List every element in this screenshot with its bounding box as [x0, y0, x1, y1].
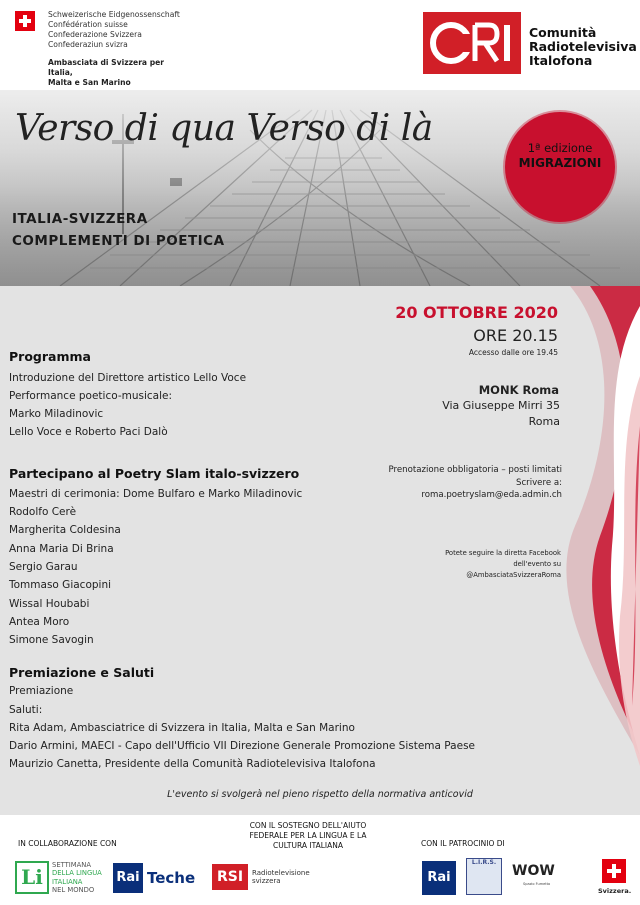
confederation-line: Confederaziun svizra — [48, 40, 128, 49]
li-line: SETTIMANA — [52, 861, 92, 869]
confederation-line: Schweizerische Eidgenossenschaft — [48, 10, 180, 19]
subtitle-line-1: ITALIA-SVIZZERA — [12, 211, 148, 227]
rsi-line: Radiotelevisione — [252, 869, 310, 877]
facebook-info — [411, 548, 561, 581]
edition-badge — [505, 112, 615, 222]
patronage-label: CON IL PATROCINIO DI — [421, 839, 505, 848]
partecipanti-line: Anna Maria Di Brina — [9, 543, 114, 555]
footer — [0, 815, 640, 905]
programma-heading: Programma — [9, 349, 91, 364]
event-title: Verso di qua Verso di là — [15, 108, 433, 149]
lirs-logo — [466, 858, 502, 895]
li-line — [52, 869, 102, 877]
booking-info — [322, 464, 562, 502]
confederation-text — [48, 10, 180, 50]
partecipanti-line: Margherita Coldesina — [9, 524, 121, 536]
settimana-lingua-text — [52, 861, 102, 894]
cri-name-line: Radiotelevisiva — [529, 39, 637, 54]
cri-logo-graphic — [423, 12, 521, 74]
rsi-text — [252, 869, 310, 885]
programma-line: Performance poetico-musicale: — [9, 390, 173, 402]
booking-line: Scrivere a: — [516, 477, 562, 488]
li-line: NEL MONDO — [52, 885, 95, 894]
badge-edition: 1ª edizione — [527, 141, 593, 155]
badge-theme: MIGRAZIONI — [518, 156, 602, 170]
booking-line: Prenotazione obbligatoria – posti limitati — [388, 465, 562, 475]
facebook-line: dell'evento su — [513, 560, 561, 568]
swiss-flag-icon — [15, 11, 35, 31]
support-line: CULTURA ITALIANA — [273, 841, 343, 850]
cri-name-line: Comunità — [529, 25, 597, 40]
rai-logo-box: Rai — [113, 863, 143, 893]
wow-logo: WOW — [512, 863, 555, 879]
programma-line: Marko Miladinovic — [9, 408, 104, 420]
programma-line: Introduzione del Direttore artistico Lello Voce — [9, 372, 247, 384]
partecipanti-line: Tommaso Giacopini — [9, 579, 112, 591]
swiss-flag-icon — [602, 859, 626, 883]
premiazione-line: Premiazione — [9, 685, 74, 697]
rsi-logo: RSI — [212, 864, 248, 890]
partecipanti-line: Wissal Houbabi — [9, 598, 90, 610]
event-date: 20 OTTOBRE 2020 — [395, 303, 558, 322]
teche-text: Teche — [147, 869, 196, 887]
li-line: ITALIANA — [52, 877, 83, 886]
lirs-text: L.I.R.S. — [471, 859, 497, 866]
venue-name: MONK Roma — [478, 383, 559, 397]
access-time: Accesso dalle ore 19.45 — [468, 348, 558, 357]
rai-teche-logo — [113, 863, 201, 893]
programma-line: Lello Voce e Roberto Paci Dalò — [9, 426, 168, 438]
cri-logo-icon — [423, 12, 521, 74]
li-line-part: DELLA LINGUA — [52, 869, 102, 878]
premiazione-line: Maurizio Canetta, Presidente della Comunità Radiotelevisiva Italofona — [9, 758, 376, 770]
embassy-line: Ambasciata di Svizzera per Italia, — [48, 58, 165, 77]
embassy-line: Malta e San Marino — [48, 78, 131, 87]
partecipanti-line: Simone Savogin — [9, 634, 94, 646]
partecipanti-heading: Partecipano al Poetry Slam italo-svizzero — [9, 466, 300, 481]
partecipanti-line: Rodolfo Cerè — [9, 506, 77, 518]
facebook-line: Potete seguire la diretta Facebook — [445, 549, 561, 557]
rai-logo: Rai — [422, 861, 456, 895]
support-line: CON IL SOSTEGNO DELL'AIUTO — [249, 821, 367, 830]
settimana-lingua-logo: Li — [15, 861, 49, 894]
booking-email-link[interactable]: roma.poetryslam@eda.admin.ch — [421, 490, 562, 500]
premiazione-line: Rita Adam, Ambasciatrice di Svizzera in Italia, Malta e San Marino — [9, 722, 355, 734]
event-time: ORE 20.15 — [473, 326, 558, 345]
cri-name — [529, 26, 637, 68]
support-line: FEDERALE PER LA LINGUA E LA — [249, 831, 367, 840]
facebook-handle-link[interactable]: @AmbasciataSvizzeraRoma — [466, 571, 561, 579]
premiazione-heading: Premiazione e Saluti — [9, 665, 155, 680]
venue-address: Via Giuseppe Mirri 35 — [442, 399, 560, 412]
confederation-line: Confédération suisse — [48, 20, 128, 29]
premiazione-line: Saluti: — [9, 704, 43, 716]
svizzera-text: Svizzera. — [598, 887, 632, 895]
subtitle-line-2: COMPLEMENTI DI POETICA — [12, 233, 225, 249]
cri-name-line: Italofona — [529, 53, 593, 68]
covid-note: L'evento si svolgerà nel pieno rispetto della normativa anticovid — [167, 789, 473, 800]
embassy-text — [48, 58, 178, 88]
venue-city: Roma — [528, 415, 560, 428]
rsi-line: svizzera — [252, 877, 281, 885]
support-label — [243, 821, 373, 851]
wow-subtext: Spazio Fumetto — [523, 882, 551, 886]
main-content — [0, 286, 640, 815]
collaboration-label: IN COLLABORAZIONE CON — [18, 839, 117, 848]
confederation-line: Confederazione Svizzera — [48, 30, 142, 39]
header — [0, 0, 640, 90]
partecipanti-line: Sergio Garau — [9, 561, 78, 573]
partecipanti-line: Maestri di cerimonia: Dome Bulfaro e Marko Miladinovic — [9, 488, 303, 500]
premiazione-line: Dario Armini, MAECI - Capo dell'Ufficio VII Direzione Generale Promozione Sistema Paese — [9, 740, 475, 752]
partecipanti-line: Antea Moro — [9, 616, 70, 628]
